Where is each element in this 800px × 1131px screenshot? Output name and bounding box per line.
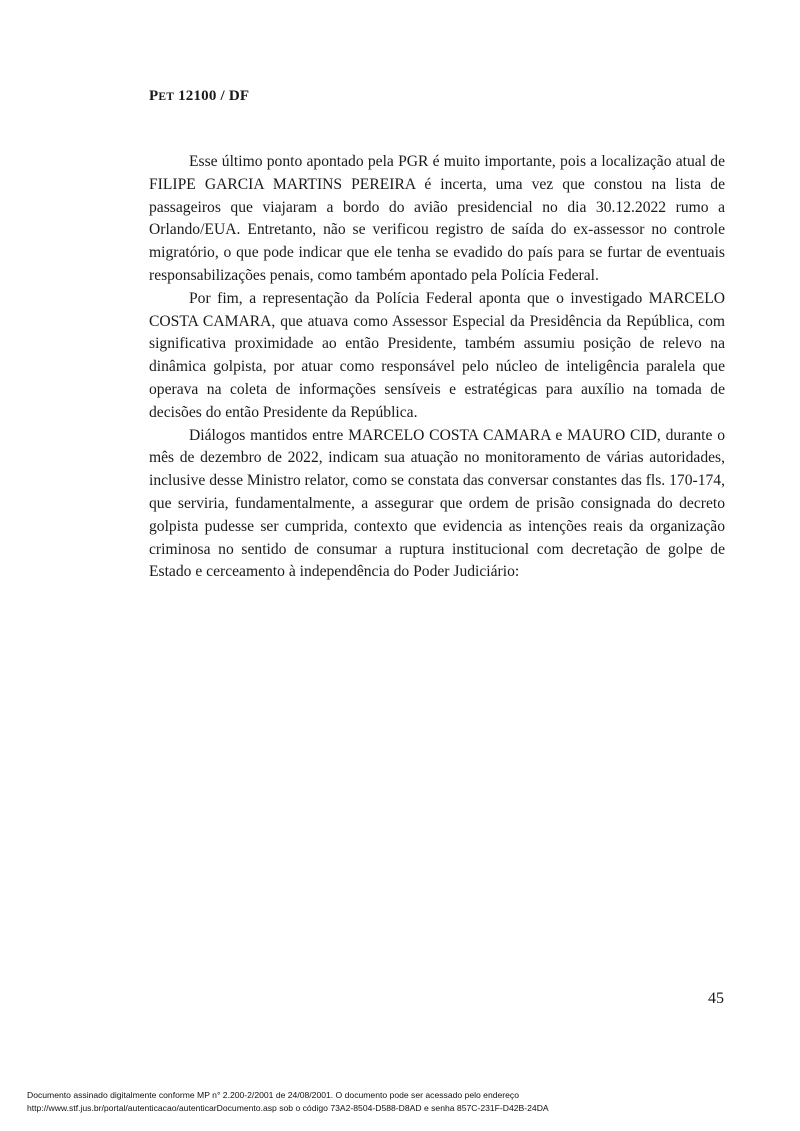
signature-footer <box>27 1089 549 1114</box>
paragraph: Diálogos mantidos entre MARCELO COSTA CAMARA e MAURO CID, durante o mês de dezembro de 2022, indicam sua atuação no monitoramento de várias autoridades, inclusive desse Ministro relator, como se constata das conversar constantes das fls. 170-174, que serviria, fundamentalmente, a assegurar que ordem de prisão consignada do decreto golpista pudesse ser cumprida, contexto que evidencia as intenções reais da organização criminosa no sentido de consumar a ruptura institucional com decretação de golpe de Estado e cerceamento à independência do Poder Judiciário: <box>149 426 725 581</box>
header-title-initial: P <box>149 88 159 104</box>
document-body <box>149 151 725 584</box>
page-number: 45 <box>708 990 724 1007</box>
document-header <box>149 88 249 105</box>
paragraph: Esse último ponto apontado pela PGR é muito importante, pois a localização atual de FILIPE GARCIA MARTINS PEREIRA é incerta, uma vez que constou na lista de passageiros que viajaram a bordo do avião presidencial no dia 30.12.2022 rumo a Orlando/EUA. Entretanto, não se verificou registro de saída do ex-assessor no controle migratório, o que pode indicar que ele tenha se evadido do país para se furtar de eventuais responsabilizações penais, como também apontado pela Polícia Federal. <box>149 153 725 284</box>
paragraph: Por fim, a representação da Polícia Federal aponta que o investigado MARCELO COSTA CAMARA, que atuava como Assessor Especial da Presidência da República, com significativa proximidade ao então Presidente, também assumiu posição de relevo na dinâmica golpista, por atuar como responsável pelo núcleo de inteligência paralela que operava na coleta de informações sensíveis e estratégicas para auxílio na tomada de decisões do então Presidente da República. <box>149 289 725 421</box>
footer-line-2: http://www.stf.jus.br/portal/autenticacao/autenticarDocumento.asp sob o código 73A2-8504-D588-D8AD e senha 857C-231F-D42B-24DA <box>27 1102 549 1113</box>
header-title-suffix: 12100 / DF <box>174 88 250 104</box>
footer-line-1: Documento assinado digitalmente conforme MP n° 2.200-2/2001 de 24/08/2001. O documento pode ser acessado pelo endereço <box>27 1090 520 1100</box>
header-title-rest: ET <box>158 91 175 103</box>
